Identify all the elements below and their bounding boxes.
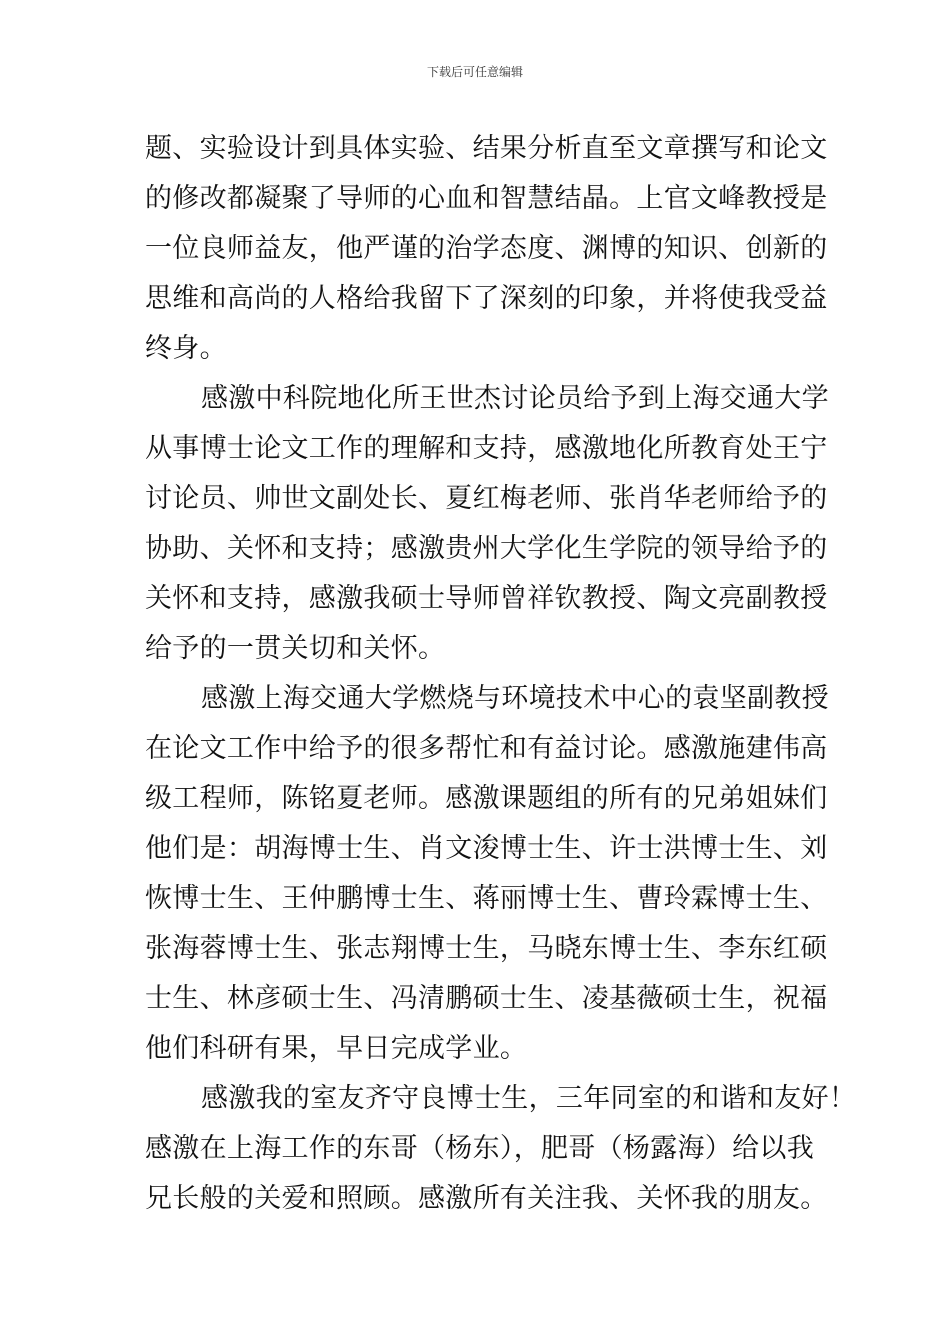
text-line: 兄长般的关爱和照顾。感激所有关注我、关怀我的朋友。 xyxy=(145,1183,828,1214)
text-line: 士生、林彦硕士生、冯清鹏硕士生、凌基薇硕士生，祝福 xyxy=(145,983,828,1014)
paragraph xyxy=(145,1074,857,1224)
text-line: 感激在上海工作的东哥（杨东），肥哥（杨露海）给以我 xyxy=(145,1133,814,1164)
paragraph xyxy=(145,374,829,674)
text-line: 讨论员、帅世文副处长、夏红梅老师、张肖华老师给予的 xyxy=(145,483,828,514)
text-line: 关怀和支持，感激我硕士导师曾祥钦教授、陶文亮副教授 xyxy=(145,583,828,614)
text-line: 一位良师益友，他严谨的治学态度、渊博的知识、创新的 xyxy=(145,233,828,264)
text-line: 的修改都凝聚了导师的心血和智慧结晶。上官文峰教授是 xyxy=(145,183,828,214)
document-body xyxy=(145,124,857,1224)
page-header: 下载后可任意编辑 xyxy=(426,65,523,79)
text-line: 感激中科院地化所王世杰讨论员给予到上海交通大学 xyxy=(201,383,829,414)
text-line: 他们是：胡海博士生、肖文浚博士生、许士洪博士生、刘 xyxy=(145,833,828,864)
text-line: 思维和高尚的人格给我留下了深刻的印象，并将使我受益 xyxy=(145,283,828,314)
text-line: 感激上海交通大学燃烧与环境技术中心的袁坚副教授 xyxy=(201,683,829,714)
text-line: 从事博士论文工作的理解和支持，感激地化所教育处王宁 xyxy=(145,433,828,464)
text-line: 协助、关怀和支持；感激贵州大学化生学院的领导给予的 xyxy=(145,533,828,564)
text-line: 终身。 xyxy=(145,333,227,364)
text-line: 给予的一贯关切和关怀。 xyxy=(145,633,446,664)
text-line: 恢博士生、王仲鹏博士生、蒋丽博士生、曹玲霖博士生、 xyxy=(145,883,828,914)
paragraph xyxy=(145,674,829,1074)
paragraph xyxy=(145,124,828,374)
text-line: 张海蓉博士生、张志翔博士生，马晓东博士生、李东红硕 xyxy=(145,933,828,964)
text-line: 他们科研有果，早日完成学业。 xyxy=(145,1033,528,1064)
text-line: 题、实验设计到具体实验、结果分析直至文章撰写和论文 xyxy=(145,133,828,164)
text-line: 级工程师，陈铭夏老师。感激课题组的所有的兄弟姐妹们 xyxy=(145,783,828,814)
text-line: 在论文工作中给予的很多帮忙和有益讨论。感激施建伟高 xyxy=(145,733,828,764)
text-line: 感激我的室友齐守良博士生，三年同室的和谐和友好！ xyxy=(201,1083,857,1114)
